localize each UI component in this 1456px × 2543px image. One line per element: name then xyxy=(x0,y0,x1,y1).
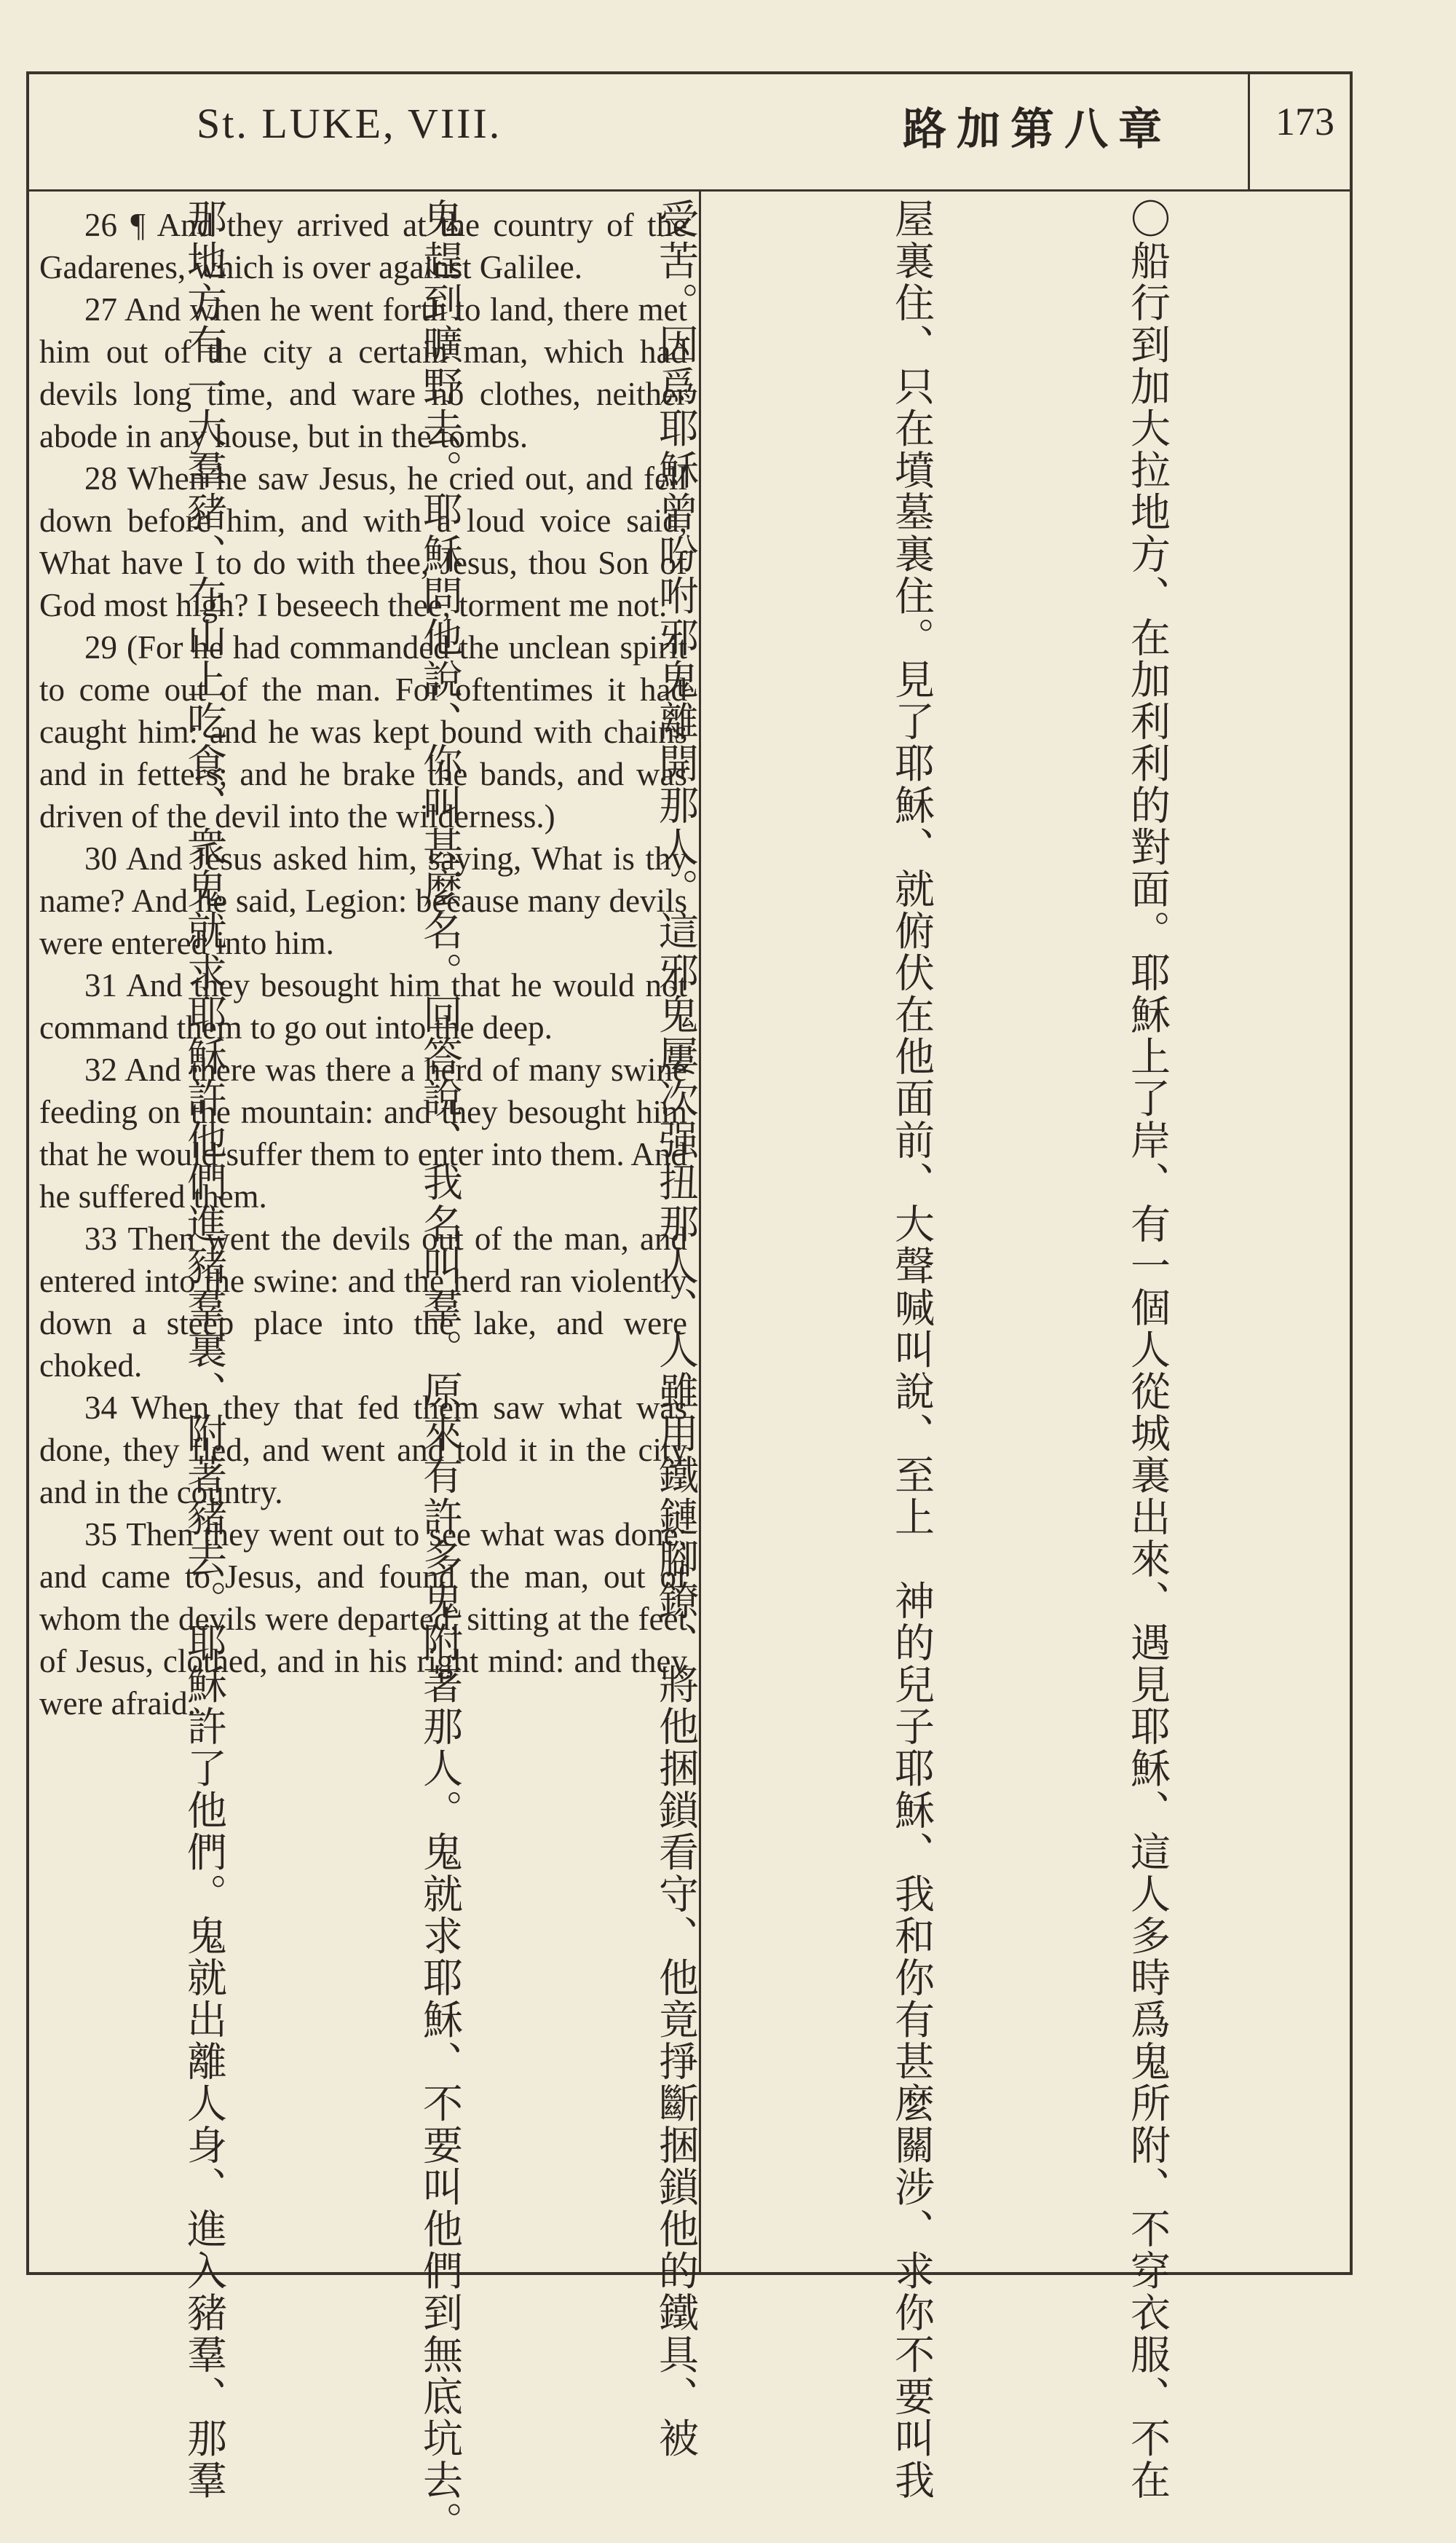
verse-33: 33 Then went the devils out of the man, and entered into the swine: and the herd ran violently down a steep place into the lake, and were choked. xyxy=(39,1221,687,1384)
page-frame xyxy=(26,71,1353,2543)
verse-26: 26 ¶ And they arrived at the country of the Gadarenes, which is over against Galilee. xyxy=(39,207,687,285)
verse-29: 29 (For he had commanded the unclean spirit to come out of the man. For oftentimes it had caught him: and he was kept bound with chains and in fetters; and he brake the bands, and was driven of the devil into the wilderness.) xyxy=(39,629,687,835)
verse-28: 28 When he saw Jesus, he cried out, and fell down before him, and with a loud voice said, What have I to do with thee, Jesus, thou Son of God most high? I beseech thee, torment me not. xyxy=(39,460,687,623)
chinese-column-2: 屋裏住、只在墳墓裏住。見了耶穌、就俯伏在他面前、大聲喊叫說、至上 神的兒子耶穌、我和你有甚麼關涉、求你不要叫我 xyxy=(888,198,935,2501)
header-rule xyxy=(29,189,1350,192)
running-head-chinese: 路加第八章 xyxy=(903,104,1172,155)
verse-31: 31 And they besought him that he would not command them to go out into the deep. xyxy=(39,967,687,1046)
page-number: 173 xyxy=(1275,100,1334,143)
chinese-column-6 xyxy=(0,198,7,2252)
running-head-english: St. LUKE, VIII. xyxy=(197,100,502,147)
verse-32: 32 And there was there a herd of many swine feeding on the mountain: and they besought him that he would suffer them to enter into them. And he suffered them. xyxy=(39,1052,687,1215)
verse-34: 34 When they that fed them saw what was done, they fled, and went and told it in the city and in the country. xyxy=(39,1389,687,1510)
chinese-column-3: 受苦。因爲耶穌曾吩咐邪鬼離開那人。這邪鬼屢次强扭那人、人雖用鐵鏈腳鐐、將他捆鎖看守、他竟掙斷捆鎖他的鐵具、被 xyxy=(652,198,699,2459)
verse-35: 35 Then they went out to see what was done; and came to Jesus, and found the man, out of whom the devils were departed, sitting at the feet of Jesus, clothed, and in his right mind: and they were afraid. xyxy=(39,1516,687,1722)
verse-27: 27 And when he went forth to land, there met him out of the city a certain man, which had devils long time, and ware no clothes, neither abode in any house, but in the tombs. xyxy=(39,291,687,454)
chinese-column-1: 〇船行到加大拉地方、在加利利的對面。耶穌上了岸、有一個人從城裏出來、遇見耶穌、這人多時爲鬼所附、不穿衣服、不在 xyxy=(1124,198,1171,2501)
chinese-column-4: 鬼趕到曠野去。耶穌問他說、你叫甚麼名。回答說、我名叫羣。原來有許多鬼附著那人。鬼就求耶穌、不要叫他們到無底坑去。 xyxy=(416,198,463,2543)
verse-30: 30 And Jesus asked him, saying, What is thy name? And he said, Legion: because many devils were entered into him. xyxy=(39,840,687,961)
header-divider xyxy=(1248,74,1250,189)
chinese-column-5: 那地方有一大羣豬、在山上吃食、衆鬼就求耶穌許他們進豬羣裏、附著豬去。耶穌許了他們。鬼就出離人身、進入豬羣、那羣 xyxy=(181,198,227,2501)
